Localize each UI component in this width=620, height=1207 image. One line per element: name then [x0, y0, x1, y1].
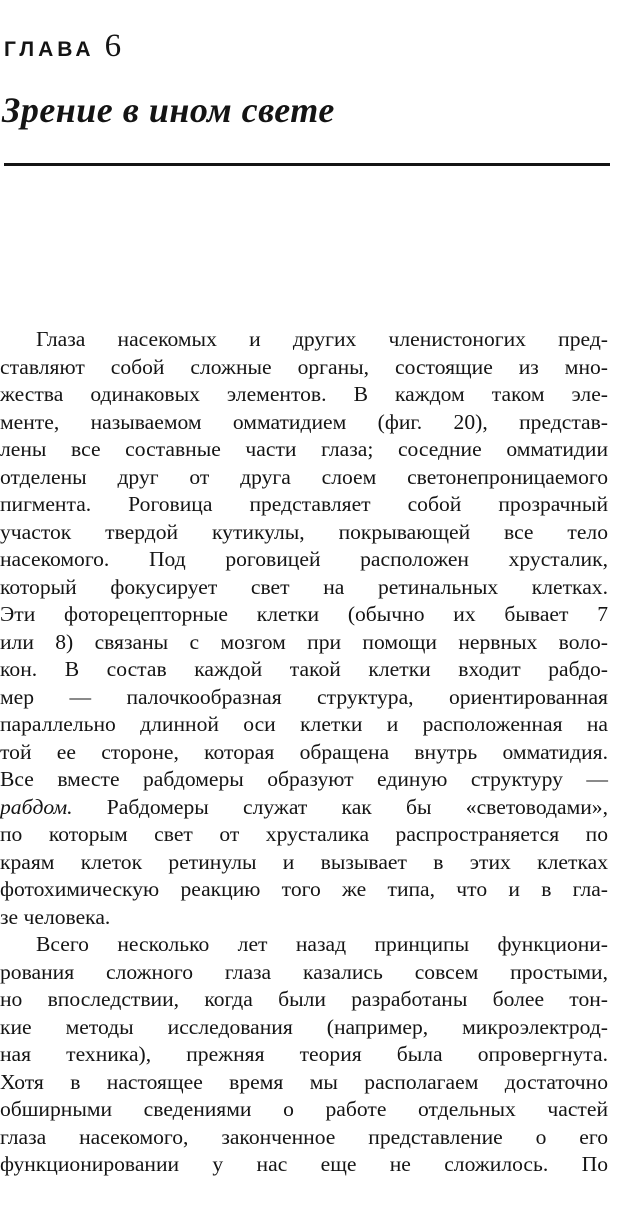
text-line: или 8) связаны с мозгом при помощи нервных воло-: [0, 629, 608, 654]
text-line: глаза насекомого, законченное представление о его: [0, 1124, 608, 1149]
text-line: кон. В состав каждой такой клетки входит рабдо-: [0, 657, 608, 681]
text-line: Глаза насекомых и других членистоногих пред-: [36, 327, 608, 351]
text-line: Хотя в настоящее время мы располагаем достаточно: [0, 1069, 608, 1094]
chapter-label: [4, 30, 121, 63]
text-line: ставляют собой сложные органы, состоящие из мно-: [0, 354, 608, 379]
title-rule: [4, 163, 610, 166]
text-line: функционировании у нас еще не сложилось. По: [0, 1152, 608, 1176]
text-line: по которым свет от хрусталика распространяется по: [0, 822, 608, 846]
text-line: ная техника), прежняя теория была опровергнута.: [0, 1042, 608, 1066]
text-line: мер — палочкообразная структура, ориентированная: [0, 684, 608, 709]
text-line: краям клеток ретинулы и вызывает в этих клетках: [0, 849, 608, 874]
chapter-number: 6: [104, 28, 122, 64]
text-line: фотохимическую реакцию того же типа, что и в гла-: [0, 877, 608, 901]
text-line: участок твердой кутикулы, покрывающей все тело: [0, 519, 608, 544]
text-line: той ее стороне, которая обращена внутрь омматидия.: [0, 739, 608, 764]
text-line: менте, называемом омматидием (фиг. 20), представ-: [0, 409, 608, 434]
text-line: пигмента. Роговица представляет собой прозрачный: [0, 492, 608, 516]
text-line: отделены друг от друга слоем светонепроницаемого: [0, 464, 608, 489]
text-line: лены все составные части глаза; соседние омматидии: [0, 437, 608, 461]
text-line: параллельно длинной оси клетки и расположенная на: [0, 712, 608, 736]
text-line: но впоследствии, когда были разработаны более тон-: [0, 987, 608, 1011]
text-line: кие методы исследования (например, микроэлектрод-: [0, 1014, 608, 1039]
text-fragment: Рабдомеры служат как бы «световодами»,: [72, 794, 608, 819]
chapter-word: ГЛАВА: [4, 38, 95, 61]
text-line: обширными сведениями о работе отдельных частей: [0, 1097, 608, 1121]
text-line: насекомого. Под роговицей расположен хрусталик,: [0, 547, 608, 571]
text-line: рования сложного глаза казались совсем простыми,: [0, 959, 608, 984]
text-line: который фокусирует свет на ретинальных клетках.: [0, 574, 608, 599]
text-line: жества одинаковых элементов. В каждом таком эле-: [0, 382, 608, 406]
text-line: Эти фоторецепторные клетки (обычно их бывает 7: [0, 602, 608, 626]
text-line-with-term: [0, 794, 608, 822]
text-line: Все вместе рабдомеры образуют единую структуру —: [0, 767, 608, 791]
text-line: зе человека.: [0, 904, 111, 929]
body-text: [0, 326, 608, 1179]
chapter-title: Зрение в ином свете: [2, 90, 335, 130]
text-line: Всего несколько лет назад принципы функциони-: [36, 932, 608, 956]
term-rabdom: рабдом.: [0, 794, 73, 819]
